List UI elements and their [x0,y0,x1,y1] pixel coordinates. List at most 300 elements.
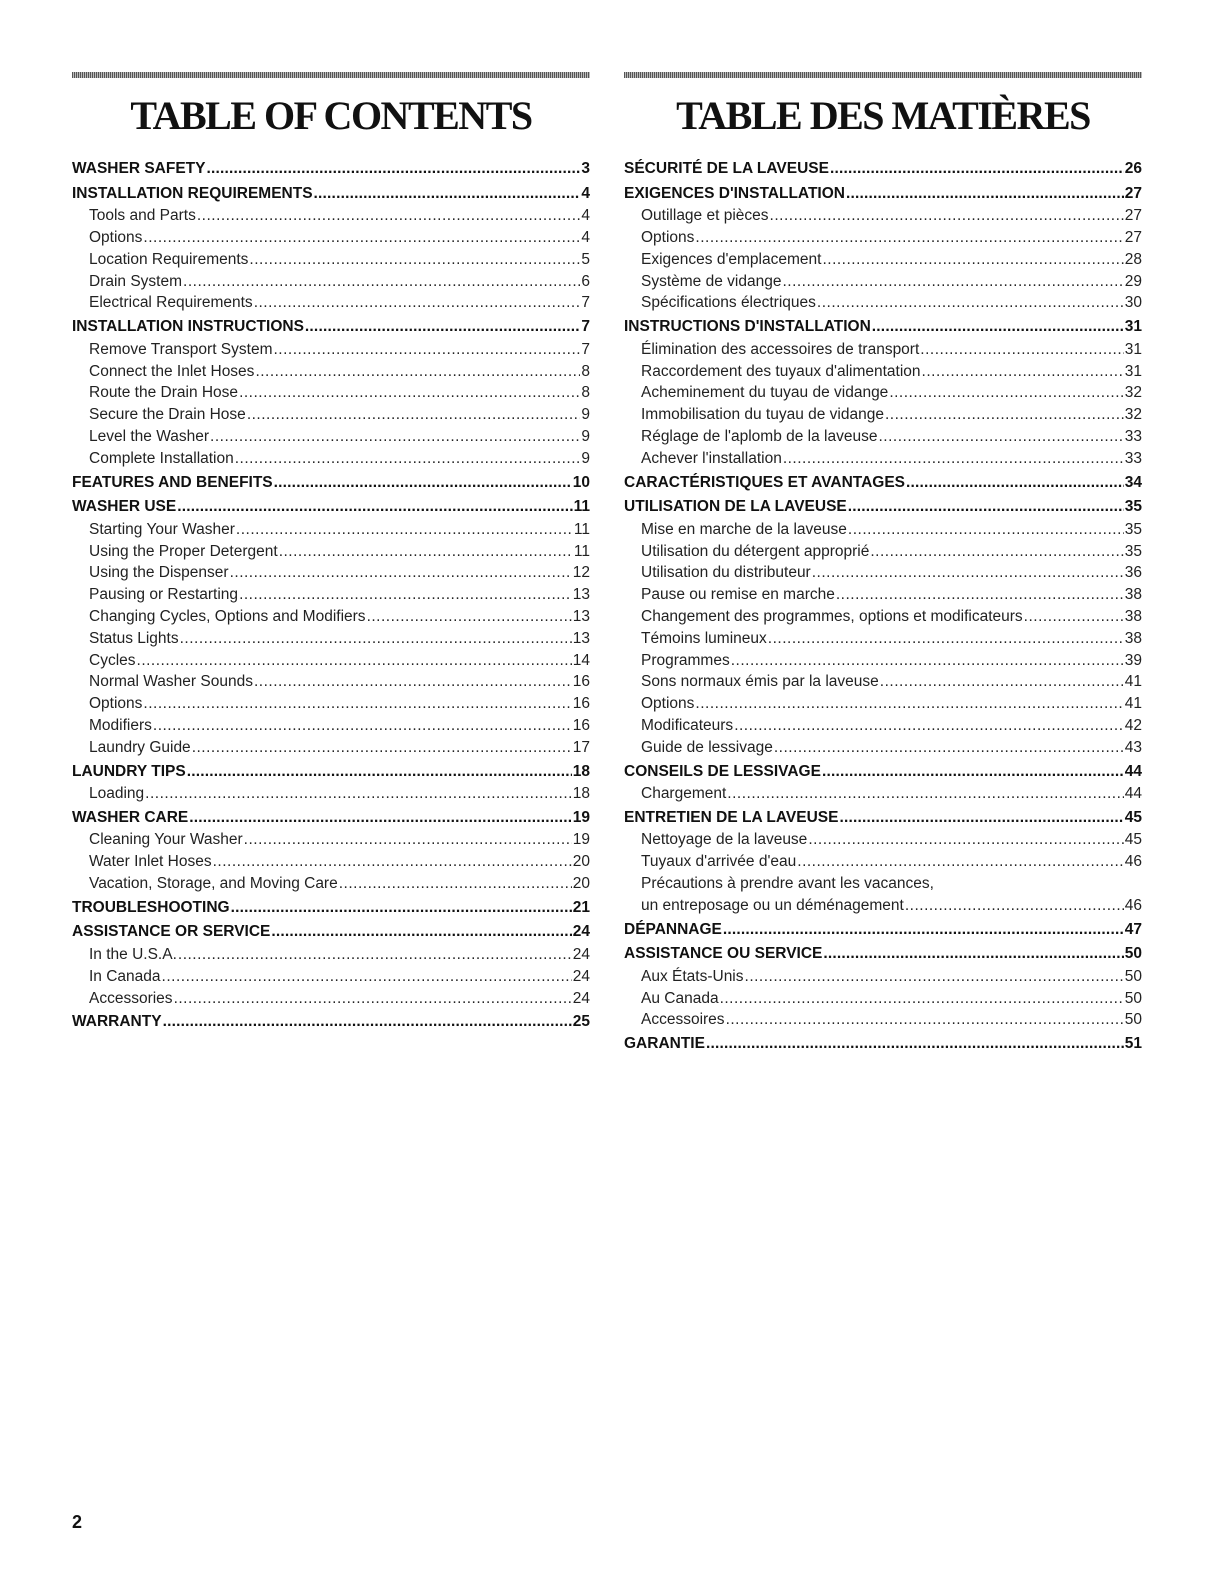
toc-subsection-entry [624,671,1142,693]
entry-page-number: 35 [1124,498,1142,516]
entry-label: Mise en marche de la laveuse [641,520,847,538]
entry-page-number: 18 [572,785,590,803]
toc-section-entry [72,897,590,920]
entry-page-number: 50 [1124,989,1142,1007]
entry-label: INSTALLATION REQUIREMENTS [72,184,313,202]
entry-page-number: 32 [1124,384,1142,402]
entry-page-number: 13 [572,629,590,647]
entry-page-number: 47 [1124,920,1142,938]
toc-subsection-entry [624,829,1142,851]
toc-subsection-entry [72,404,590,426]
dot-leader [178,944,572,966]
entry-page-number: 17 [572,738,590,756]
entry-label: Acheminement du tuyau de vidange [641,384,889,402]
toc-subsection-entry [72,382,590,404]
toc-subsection-entry [72,851,590,873]
entry-page-number: 35 [1124,520,1142,538]
dot-leader [836,584,1124,606]
toc-subsection-entry [624,988,1142,1010]
toc-subsection-entry [72,339,590,361]
entry-page-number: 8 [581,384,590,402]
toc-subsection-entry [624,271,1142,293]
entry-label: CONSEILS DE LESSIVAGE [624,762,821,780]
toc-subsection-entry [624,404,1142,426]
toc-subsection-entry [72,205,590,227]
toc-section-entry [72,761,590,784]
entry-label: DÉPANNAGE [624,920,722,938]
dot-leader [189,807,571,829]
toc-subsection-entry [72,227,590,249]
entry-label: Location Requirements [89,250,249,268]
dot-leader [782,271,1123,293]
dot-leader [745,966,1124,988]
entry-page-number: 46 [1124,853,1142,871]
dot-leader [192,737,572,759]
dot-leader [143,227,580,249]
entry-page-number: 27 [1124,184,1142,202]
entry-page-number: 7 [581,340,590,358]
dot-leader [797,851,1123,873]
dot-leader [922,361,1124,383]
dot-leader [822,761,1124,783]
entry-page-number: 9 [581,427,590,445]
dot-leader [206,158,580,180]
dot-leader [239,584,572,606]
entry-page-number: 4 [581,207,590,225]
dot-leader [768,628,1124,650]
entry-label: Cycles [89,651,136,669]
toc-subsection-entry [624,715,1142,737]
dot-leader [271,921,571,943]
entry-page-number: 6 [581,272,590,290]
toc-section-entry [624,158,1142,181]
entry-page-number: 13 [572,607,590,625]
dot-leader [143,693,571,715]
toc-subsection-entry [72,519,590,541]
entry-page-number: 30 [1124,294,1142,312]
toc-subsection-entry [72,873,590,895]
dot-leader [783,448,1124,470]
entry-page-number: 27 [1124,228,1142,246]
entry-label: WASHER SAFETY [72,160,206,177]
entry-label: Changing Cycles, Options and Modifiers [89,607,366,625]
entry-label: Complete Installation [89,449,234,467]
entry-label: In Canada [89,967,161,985]
toc-subsection-entry [72,271,590,293]
dot-leader [163,1011,572,1033]
dot-leader [367,606,572,628]
toc-subsection-entry [624,361,1142,383]
entry-label: INSTALLATION INSTRUCTIONS [72,318,304,336]
entry-page-number: 3 [581,160,590,177]
entry-label: ENTRETIEN DE LA LAVEUSE [624,808,839,826]
entry-label: Options [641,695,695,713]
toc-section-entry [72,316,590,339]
entry-label: Modifiers [89,716,152,734]
entry-label: Remove Transport System [89,340,273,358]
entry-page-number: 44 [1124,762,1142,780]
toc-subsection-entry [72,783,590,805]
entry-page-number: 24 [572,946,590,964]
dot-leader [197,205,581,227]
entry-page-number: 38 [1124,629,1142,647]
toc-subsection-entry [72,671,590,693]
dot-leader [249,249,580,271]
toc-section-entry [624,919,1142,942]
entry-page-number: 20 [572,853,590,871]
entry-label: CARACTÉRISTIQUES ET AVANTAGES [624,473,906,491]
entry-page-number: 11 [573,520,590,538]
entry-label: Guide de lessivage [641,738,773,756]
dot-leader [885,404,1124,426]
entry-page-number: 21 [572,898,590,916]
entry-label: Utilisation du détergent approprié [641,542,870,560]
toc-subsection-entry [72,249,590,271]
toc-title: TABLE OF CONTENTS [130,93,532,138]
dot-leader [244,829,572,851]
entry-label: Secure the Drain Hose [89,406,246,424]
entry-page-number: 9 [581,449,590,467]
toc-subsection-entry [72,361,590,383]
toc-subsection-entry [624,205,1142,227]
entry-page-number: 5 [581,250,590,268]
toc-subsection-entry [624,1009,1142,1031]
toc-subsection-entry [72,737,590,759]
dot-leader [239,382,580,404]
entry-label: Status Lights [89,629,179,647]
entry-label: Route the Drain Hose [89,384,239,402]
dot-leader [808,829,1123,851]
toc-subsection-entry [624,606,1142,628]
entry-label: Vacation, Storage, and Moving Care [89,875,338,893]
toc-subsection-entry [624,693,1142,715]
entry-page-number: 19 [572,831,590,849]
dot-leader [734,715,1124,737]
dot-leader [274,472,572,494]
dot-leader [177,496,572,518]
dot-leader [812,562,1124,584]
dot-leader [213,851,572,873]
dot-leader [870,541,1123,563]
entry-page-number: 16 [572,673,590,691]
toc-section-entry [72,496,590,519]
dot-leader [210,426,580,448]
toc-section-entry [72,1011,590,1034]
toc-subsection-entry [624,541,1142,563]
entry-page-number: 50 [1124,967,1142,985]
toc-subsection-entry [72,650,590,672]
page-number: 2 [72,1512,83,1532]
dot-leader [247,404,581,426]
entry-page-number: 42 [1124,716,1142,734]
toc-section-entry [72,158,590,181]
entry-label: Using the Dispenser [89,564,229,582]
entry-page-number: 14 [572,651,590,669]
entry-label: Précautions à prendre avant les vacances, [641,875,934,893]
entry-page-number: 51 [1124,1035,1142,1053]
entry-label: Nettoyage de la laveuse [641,831,808,849]
dot-leader [339,873,572,895]
toc-subsection-entry [72,541,590,563]
dot-leader [1024,606,1124,628]
dot-leader [180,628,572,650]
entry-label: Laundry Guide [89,738,191,756]
dot-leader [236,519,573,541]
top-rule [624,72,1142,78]
entry-page-number: 35 [1124,542,1142,560]
entry-label: UTILISATION DE LA LAVEUSE [624,498,847,516]
toc-subsection-entry [72,292,590,314]
entry-page-number: 11 [573,498,590,516]
entry-page-number: 43 [1124,738,1142,756]
entry-label: INSTRUCTIONS D'INSTALLATION [624,318,871,336]
dot-leader [153,715,572,737]
toc-subsection-entry [624,227,1142,249]
entry-page-number: 38 [1124,607,1142,625]
entry-page-number: 28 [1124,250,1142,268]
entry-label: SÉCURITÉ DE LA LAVEUSE [624,160,829,177]
entry-label: Options [89,228,143,246]
toc-section-entry [624,496,1142,519]
toc-subsection-entry [72,829,590,851]
entry-page-number: 4 [581,228,590,246]
entry-page-number: 33 [1124,427,1142,445]
entry-label: Normal Washer Sounds [89,673,253,691]
entry-page-number: 31 [1124,340,1142,358]
entry-page-number: 18 [572,762,590,780]
entry-label: Level the Washer [89,427,210,445]
dot-leader [822,249,1123,271]
entry-page-number: 10 [572,473,590,491]
entry-label: ASSISTANCE OR SERVICE [72,923,271,941]
toc-subsection-entry [72,693,590,715]
entry-page-number: 16 [572,716,590,734]
dot-leader [279,541,573,563]
dot-leader [889,382,1123,404]
entry-label: FEATURES AND BENEFITS [72,473,273,491]
entry-label: Electrical Requirements [89,294,253,312]
dot-leader [305,316,580,338]
entry-page-number: 36 [1124,564,1142,582]
entry-page-number: 31 [1124,362,1142,380]
dot-leader [235,448,581,470]
toc-subsection-entry [72,988,590,1010]
entry-label: In the U.S.A. [89,946,177,964]
entry-label: Pause ou remise en marche [641,586,835,604]
entry-label: Tuyaux d'arrivée d'eau [641,853,797,871]
dot-leader [183,271,580,293]
dot-leader [774,737,1124,759]
toc-subsection-entry [624,584,1142,606]
toc-section-entry [624,183,1142,206]
dot-leader [695,227,1123,249]
entry-page-number: 41 [1124,673,1142,691]
entry-label: GARANTIE [624,1035,705,1053]
toc-subsection-entry [624,426,1142,448]
toc-subsection-entry [72,584,590,606]
entry-label: WARRANTY [72,1013,162,1031]
entry-page-number: 25 [572,1013,590,1031]
entry-page-number: 41 [1124,695,1142,713]
toc-french [624,72,1142,1056]
entry-page-number: 16 [572,695,590,713]
toc-list [624,158,1142,1056]
toc-subsection-entry [624,737,1142,759]
toc-section-entry [624,943,1142,966]
toc-title: TABLE DES MATIÈRES [676,93,1090,138]
entry-label: Système de vidange [641,272,782,290]
dot-leader [848,496,1124,518]
entry-label: Outillage et pièces [641,207,769,225]
entry-page-number: 13 [572,586,590,604]
toc-subsection-entry [624,249,1142,271]
entry-label: Starting Your Washer [89,520,235,538]
entry-page-number: 31 [1124,318,1142,336]
dot-leader [731,650,1124,672]
entry-label: Exigences d'emplacement [641,250,822,268]
dot-leader [920,339,1123,361]
entry-label: Changement des programmes, options et modificateurs [641,607,1023,625]
toc-subsection-entry [624,873,1142,917]
toc-section-entry [72,472,590,495]
toc-subsection-entry [624,628,1142,650]
entry-page-number: 7 [581,318,590,336]
toc-list [72,158,590,1034]
entry-page-number: 9 [581,406,590,424]
dot-leader [273,339,580,361]
entry-page-number: 44 [1124,785,1142,803]
entry-label: WASHER CARE [72,808,189,826]
entry-label: Témoins lumineux [641,629,767,647]
toc-subsection-entry [624,339,1142,361]
entry-page-number: 24 [572,989,590,1007]
entry-page-number: 24 [572,967,590,985]
dot-leader [878,426,1123,448]
dot-leader [906,472,1124,494]
toc-section-entry [624,1033,1142,1056]
toc-subsection-entry [72,944,590,966]
dot-leader [314,183,581,205]
dot-leader [720,988,1124,1010]
entry-label: Cleaning Your Washer [89,831,243,849]
dot-leader [839,807,1123,829]
entry-label: Au Canada [641,989,719,1007]
top-rule [72,72,590,78]
entry-page-number: 29 [1124,272,1142,290]
entry-label: Immobilisation du tuyau de vidange [641,406,884,424]
dot-leader [231,897,572,919]
entry-label: Loading [89,785,145,803]
dot-leader [726,1009,1124,1031]
toc-section-entry [72,807,590,830]
toc-section-entry [624,761,1142,784]
toc-subsection-entry [72,628,590,650]
entry-label: EXIGENCES D'INSTALLATION [624,184,845,202]
entry-label: TROUBLESHOOTING [72,898,230,916]
dot-leader [905,895,1124,917]
dot-leader [846,183,1124,205]
entry-page-number: 19 [572,808,590,826]
entry-page-number: 50 [1124,1011,1142,1029]
dot-leader [848,519,1124,541]
toc-subsection-entry [72,606,590,628]
entry-page-number: 33 [1124,449,1142,467]
entry-label-continued: un entreposage ou un déménagement [641,896,904,914]
toc-section-entry [72,183,590,206]
toc-section-entry [624,316,1142,339]
entry-page-number: 20 [572,875,590,893]
toc-section-entry [624,807,1142,830]
dot-leader [830,158,1124,180]
entry-label: Chargement [641,785,727,803]
entry-label: Raccordement des tuyaux d'alimentation [641,362,921,380]
dot-leader [162,966,572,988]
dot-leader [254,671,572,693]
entry-label: Accessoires [641,1011,725,1029]
dot-leader [145,783,572,805]
entry-label: Tools and Parts [89,207,196,225]
dot-leader [187,761,572,783]
entry-page-number: 27 [1124,207,1142,225]
entry-page-number: 45 [1124,808,1142,826]
entry-label: LAUNDRY TIPS [72,762,186,780]
toc-subsection-entry [624,448,1142,470]
entry-page-number: 46 [1124,896,1142,914]
entry-page-number: 39 [1124,651,1142,669]
dot-leader [880,671,1124,693]
dot-leader [174,988,572,1010]
entry-label: Aux États-Unis [641,967,744,985]
dot-leader [137,650,572,672]
dot-leader [823,943,1123,965]
entry-label: Pausing or Restarting [89,586,239,604]
entry-label: Spécifications électriques [641,294,816,312]
toc-subsection-entry [624,851,1142,873]
entry-label: Options [89,695,143,713]
entry-page-number: 24 [572,923,590,941]
toc-subsection-entry [624,783,1142,805]
toc-subsection-entry [624,650,1142,672]
dot-leader [872,316,1124,338]
entry-label: Achever l'installation [641,449,782,467]
entry-label: Élimination des accessoires de transport [641,340,920,358]
dot-leader [723,919,1124,941]
entry-page-number: 8 [581,362,590,380]
entry-label: Water Inlet Hoses [89,853,212,871]
entry-page-number: 12 [572,564,590,582]
entry-label: Connect the Inlet Hoses [89,362,255,380]
toc-subsection-entry [624,382,1142,404]
entry-label: Programmes [641,651,730,669]
entry-page-number: 4 [581,184,590,202]
entry-page-number: 32 [1124,406,1142,424]
toc-subsection-entry [624,292,1142,314]
dot-leader [727,783,1123,805]
toc-subsection-entry [72,562,590,584]
toc-subsection-entry [72,715,590,737]
toc-subsection-entry [72,426,590,448]
entry-label: ASSISTANCE OU SERVICE [624,945,823,963]
entry-page-number: 34 [1124,473,1142,491]
entry-label: Accessories [89,989,173,1007]
entry-label: Réglage de l'aplomb de la laveuse [641,427,878,445]
entry-label: Utilisation du distributeur [641,564,811,582]
toc-english [72,72,590,1034]
entry-label: Drain System [89,272,183,290]
dot-leader [817,292,1124,314]
dot-leader [230,562,572,584]
entry-page-number: 11 [573,542,590,560]
